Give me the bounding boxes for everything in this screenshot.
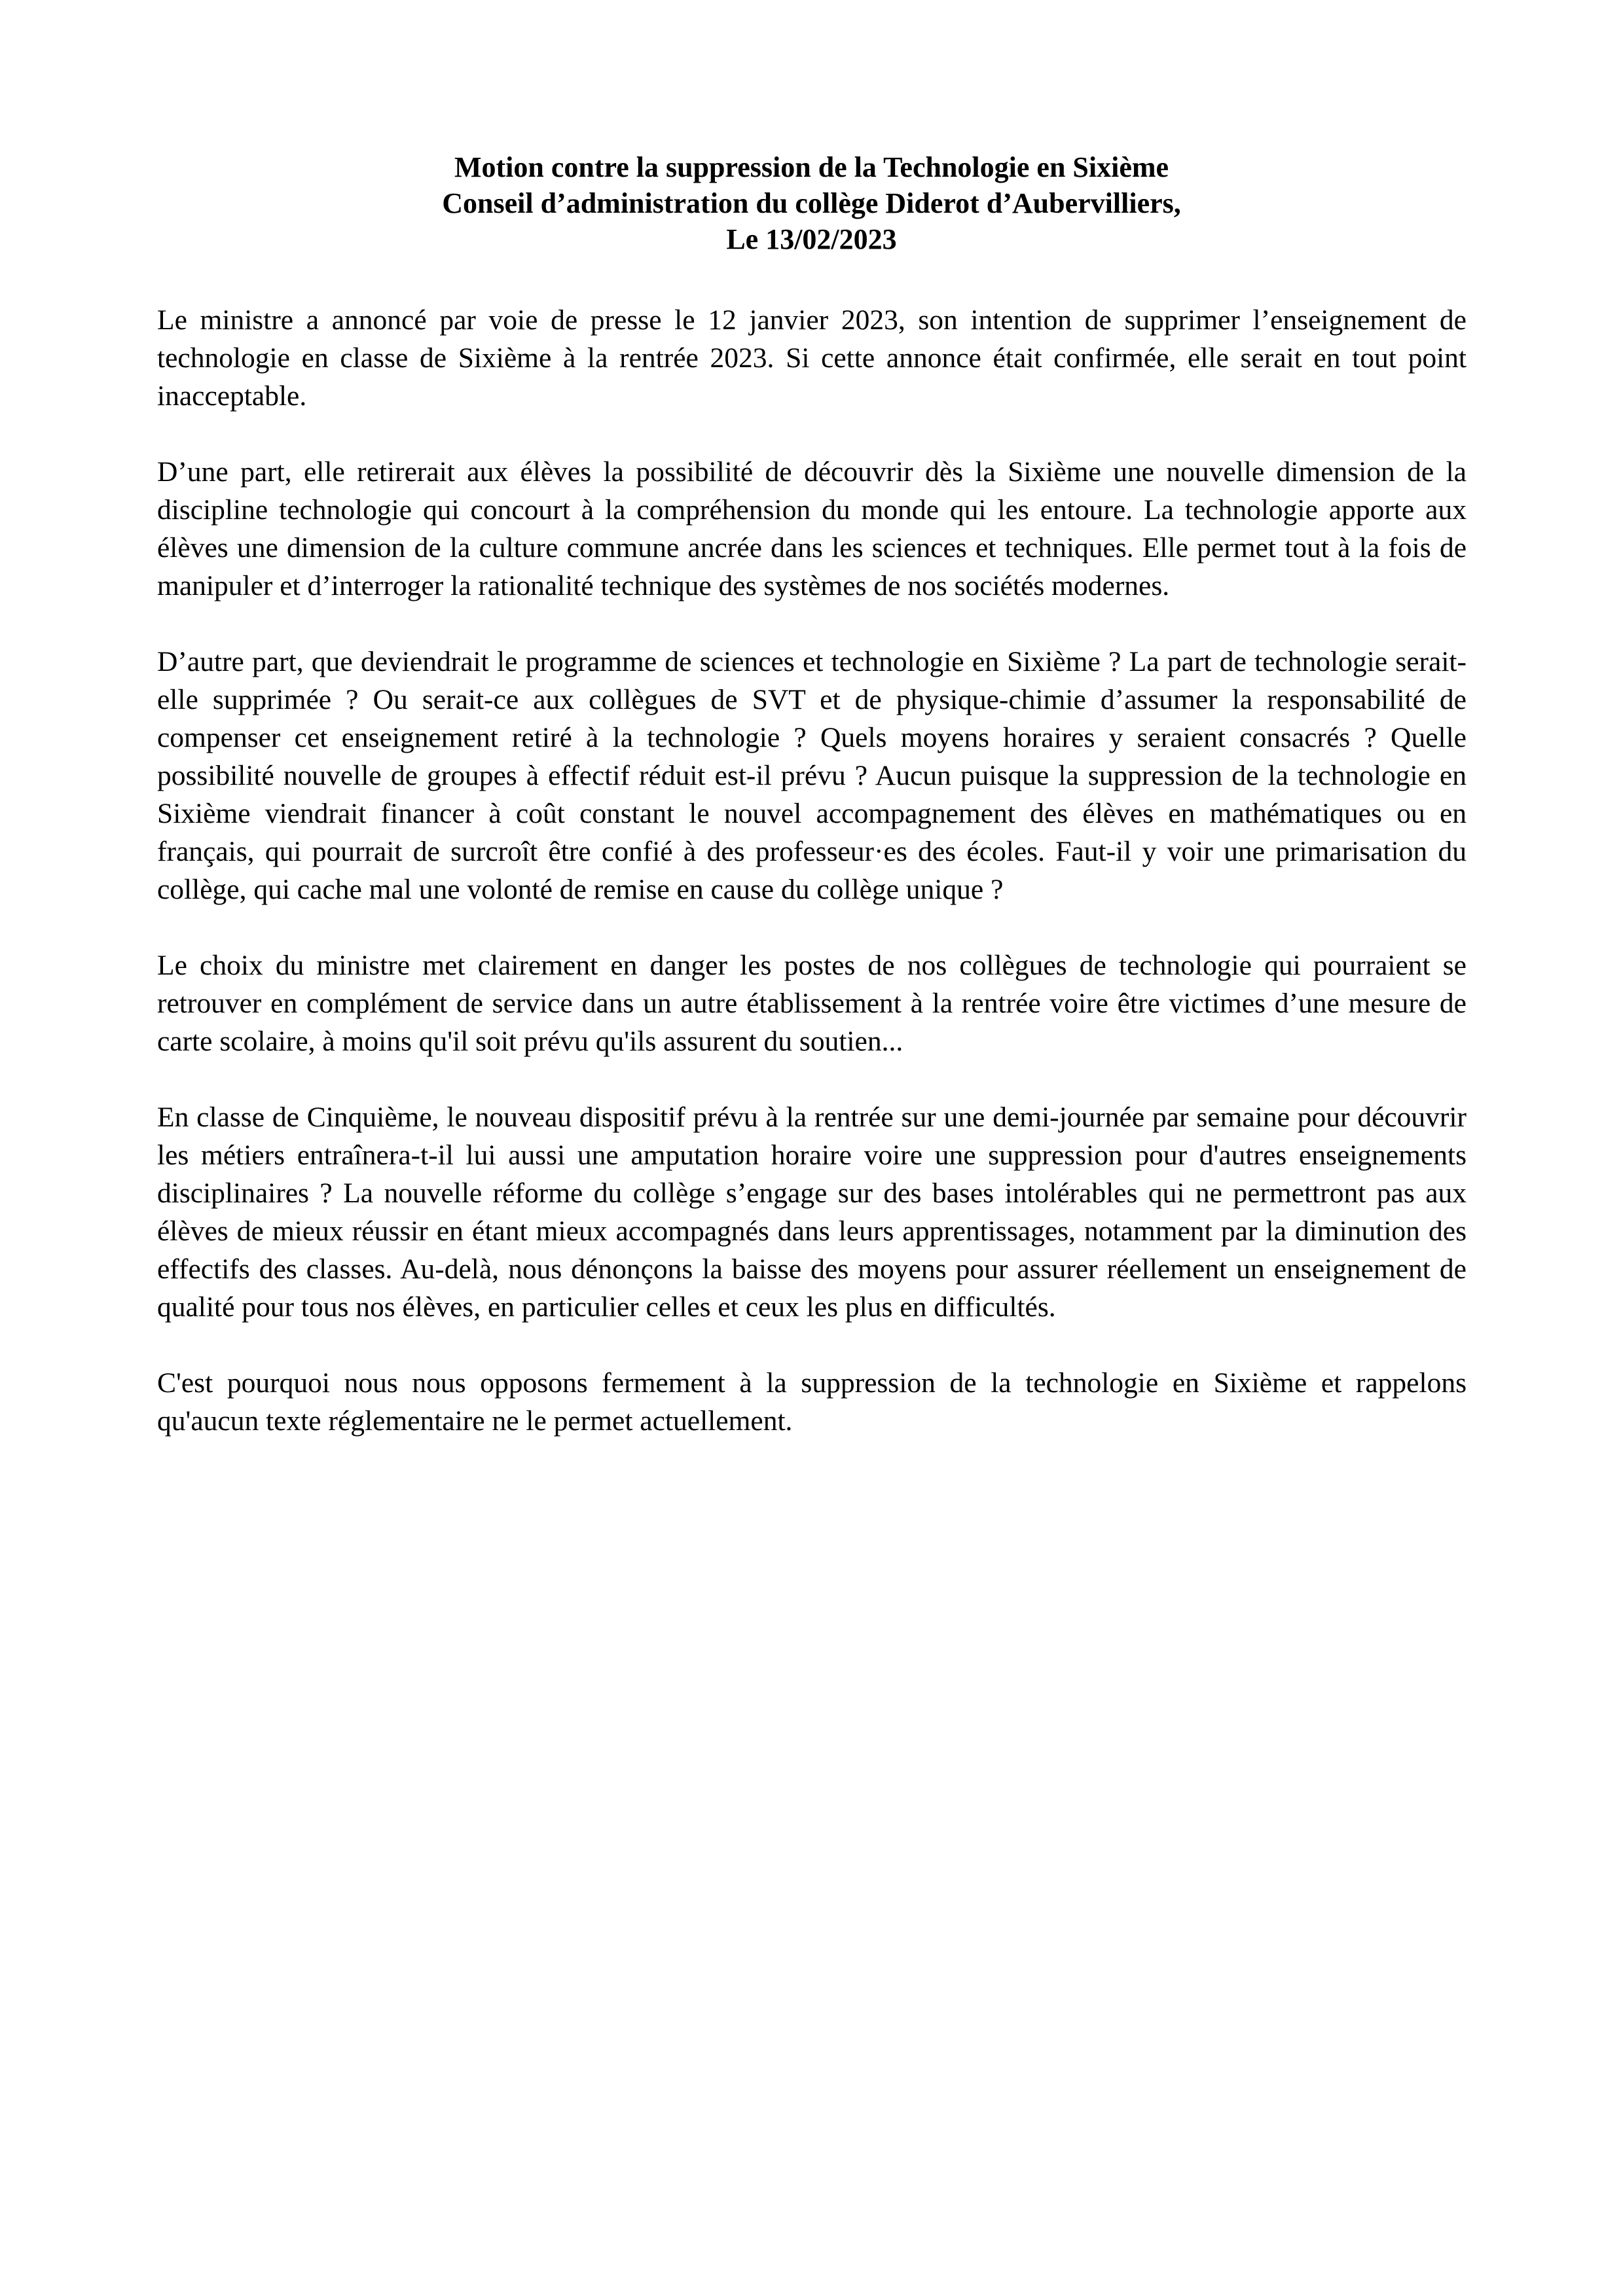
title-line-council: Conseil d’administration du collège Diderot d’Aubervilliers, (442, 187, 1181, 219)
paragraph-announcement: Le ministre a annoncé par voie de presse le 12 janvier 2023, son intention de supprimer l’enseignement de technologie en classe de Sixième à la rentrée 2023. Si cette annonce était confirmée, elle serait en tout point inacceptable. (157, 304, 1467, 412)
paragraph-cinquieme: En classe de Cinquième, le nouveau dispositif prévu à la rentrée sur une demi-journée par semaine pour découvrir les métiers entraînera-t-il lui aussi une amputation horaire voire une suppression pour d'autres enseignements disciplinaires ? La nouvelle réforme du collège s’engage sur des bases intolérables qui ne permettront pas aux élèves de mieux réussir en étant mieux accompagnés dans leurs apprentissages, notamment par la diminution des effectifs des classes. Au-delà, nous dénonçons la baisse des moyens pour assurer réellement un enseignement de qualité pour tous nos élèves, en particulier celles et ceux les plus en difficultés. (157, 1102, 1467, 1323)
title-line-motion: Motion contre la suppression de la Technologie en Sixième (454, 151, 1169, 183)
paragraph-second-argument: D’autre part, que deviendrait le programme de sciences et technologie en Sixième ? La part de technologie serait-elle supprimée ? Ou serait-ce aux collègues de SVT et de physique-chimie d’assumer la responsabilité de compenser cet enseignement retiré à la technologie ? Quels moyens horaires y seraient consacrés ? Quelle possibilité nouvelle de groupes à effectif réduit est-il prévu ? Aucun puisque la suppression de la technologie en Sixième viendrait financer à coût constant le nouvel accompagnement des élèves en mathématiques ou en français, qui pourrait de surcroît être confié à des professeur·es des écoles. Faut-il y voir une primarisation du collège, qui cache mal une volonté de remise en cause du collège unique ? (157, 646, 1467, 905)
paragraph-teacher-positions: Le choix du ministre met clairement en danger les postes de nos collègues de technologie qui pourraient se retrouver en complément de service dans un autre établissement à la rentrée voire être victimes d’une mesure de carte scolaire, à moins qu'il soit prévu qu'ils assurent du soutien... (157, 950, 1467, 1057)
paragraph-conclusion: C'est pourquoi nous nous opposons fermement à la suppression de la technologie en Sixième et rappelons qu'aucun texte réglementaire ne le permet actuellement. (157, 1367, 1467, 1437)
paragraph-first-argument: D’une part, elle retirerait aux élèves la possibilité de découvrir dès la Sixième une nouvelle dimension de la discipline technologie qui concourt à la compréhension du monde qui les entoure. La technologie apporte aux élèves une dimension de la culture commune ancrée dans les sciences et techniques. Elle permet tout à la fois de manipuler et d’interroger la rationalité technique des systèmes de nos sociétés modernes. (157, 456, 1467, 601)
document-body (157, 301, 1467, 1478)
document-title (0, 149, 1623, 257)
title-line-date: Le 13/02/2023 (726, 223, 897, 255)
